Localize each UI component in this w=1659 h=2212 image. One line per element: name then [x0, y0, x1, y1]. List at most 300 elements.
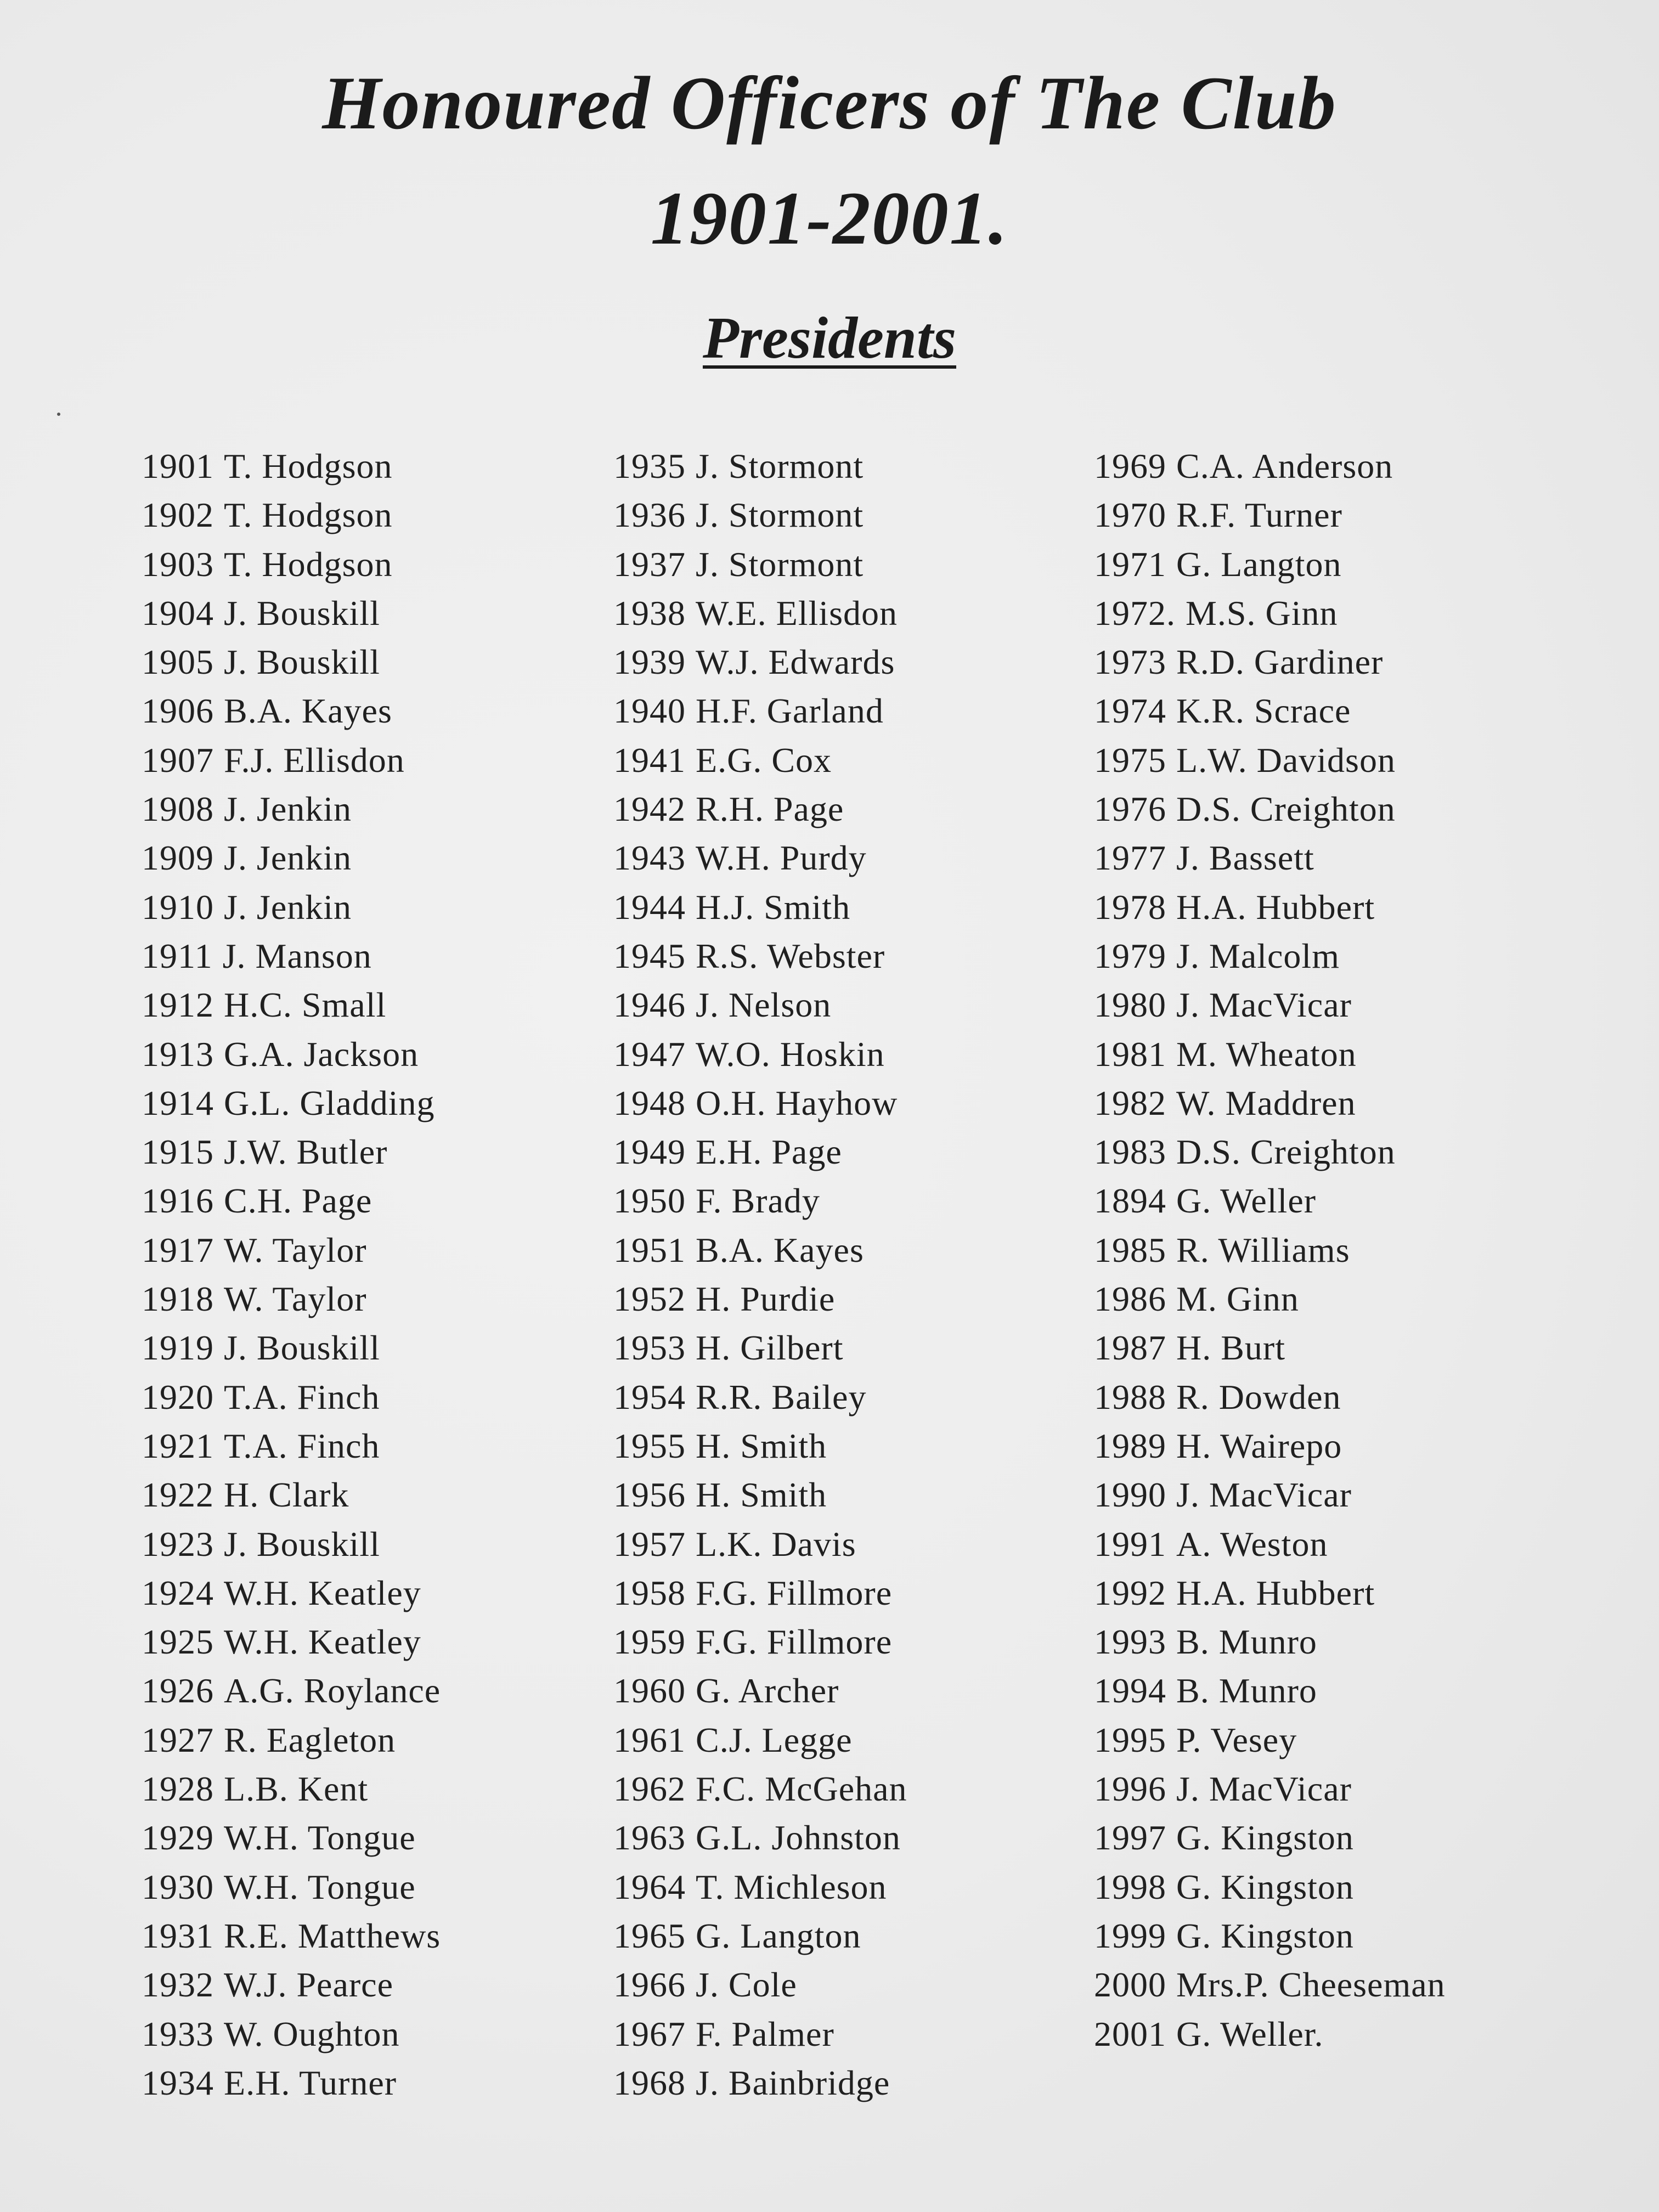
president-name: J. Stormont [696, 447, 864, 486]
president-year: 1947 [613, 1034, 686, 1074]
president-name: C.A. Anderson [1176, 447, 1393, 486]
president-name: J. Stormont [696, 544, 864, 584]
president-name: G.L. Gladding [224, 1083, 435, 1122]
president-year: 1992 [1094, 1573, 1166, 1612]
president-entry [1094, 932, 1446, 980]
president-entry [613, 1127, 907, 1176]
president-year: 1929 [142, 1818, 214, 1858]
president-entry [613, 1960, 907, 2009]
president-name: Mrs.P. Cheeseman [1176, 1965, 1446, 2005]
president-name: F.G. Fillmore [696, 1622, 893, 1662]
president-entry [613, 1813, 907, 1862]
president-name: J. Bouskill [224, 1524, 380, 1564]
section-heading-presidents: Presidents [702, 306, 956, 371]
president-year: 1950 [613, 1181, 686, 1221]
president-entry [142, 1079, 441, 1127]
president-year: 1934 [142, 2063, 214, 2102]
president-name: W.H. Purdy [696, 838, 867, 878]
president-entry [613, 490, 907, 539]
president-year: 1910 [142, 887, 214, 927]
president-year: 1987 [1094, 1328, 1166, 1368]
president-entry [142, 1274, 441, 1323]
president-year: 1971 [1094, 544, 1166, 584]
president-entry [1094, 540, 1446, 589]
president-entry [1094, 1323, 1446, 1372]
president-year: 1957 [613, 1524, 686, 1564]
president-entry [613, 1666, 907, 1715]
president-entry [142, 1421, 441, 1470]
president-year: 1911 [142, 936, 213, 975]
president-year: 1966 [613, 1965, 686, 2005]
president-name: E.H. Turner [224, 2063, 397, 2102]
president-name: A. Weston [1176, 1524, 1328, 1564]
president-year: 1914 [142, 1083, 214, 1122]
president-name: G. Langton [1176, 544, 1342, 584]
president-name: J. Nelson [696, 985, 832, 1025]
page-title: Honoured Officers of The Club [322, 61, 1337, 145]
president-entry [1094, 1127, 1446, 1176]
president-name: R. Dowden [1176, 1377, 1341, 1417]
president-entry [142, 1030, 441, 1079]
president-name: F.C. McGehan [696, 1769, 907, 1809]
president-year: 1994 [1094, 1671, 1166, 1711]
president-name: J. Cole [696, 1965, 797, 2005]
president-year: 1958 [613, 1573, 686, 1612]
president-year: 1989 [1094, 1426, 1166, 1465]
president-year: 1946 [613, 985, 686, 1025]
president-entry [1094, 589, 1446, 637]
president-year: 1991 [1094, 1524, 1166, 1564]
president-entry [142, 1470, 441, 1519]
president-name: L.K. Davis [696, 1524, 856, 1564]
president-name: R.R. Bailey [696, 1377, 867, 1417]
president-name: H.A. Hubbert [1176, 887, 1375, 927]
president-entry [142, 1960, 441, 2009]
president-name: T. Hodgson [224, 544, 393, 584]
president-name: H. Smith [696, 1475, 827, 1515]
president-year: 1999 [1094, 1916, 1166, 1955]
president-entry [142, 1323, 441, 1372]
president-entry [1094, 1764, 1446, 1813]
president-name: G.L. Johnston [696, 1818, 901, 1858]
president-year: 1920 [142, 1377, 214, 1417]
president-entry [613, 1568, 907, 1617]
president-entry [1094, 1716, 1446, 1764]
president-year: 1927 [142, 1720, 214, 1759]
president-name: G. Langton [696, 1916, 861, 1955]
president-entry [613, 1764, 907, 1813]
president-entry [613, 2010, 907, 2058]
president-entry [613, 442, 907, 490]
president-year: 1953 [613, 1328, 686, 1368]
president-year: 1956 [613, 1475, 686, 1515]
president-year: 1972. [1094, 593, 1176, 633]
president-name: B. Munro [1176, 1622, 1317, 1662]
president-entry [142, 980, 441, 1029]
president-year: 1926 [142, 1671, 214, 1711]
president-year: 1975 [1094, 740, 1166, 780]
president-name: R.E. Matthews [224, 1916, 441, 1955]
president-name: H. Wairepo [1176, 1426, 1342, 1465]
president-name: M.S. Ginn [1186, 593, 1338, 633]
president-entry [142, 1520, 441, 1568]
president-entry [613, 540, 907, 589]
president-year: 1906 [142, 691, 214, 731]
presidents-column-2 [613, 442, 907, 2107]
president-entry [613, 1470, 907, 1519]
president-entry [613, 833, 907, 882]
president-name: J. Jenkin [224, 789, 352, 829]
president-year: 1908 [142, 789, 214, 829]
president-name: H.C. Small [224, 985, 387, 1025]
president-year: 1954 [613, 1377, 686, 1417]
president-year: 1938 [613, 593, 686, 633]
president-entry [1094, 442, 1446, 490]
president-name: C.J. Legge [696, 1720, 853, 1759]
president-entry [142, 1666, 441, 1715]
president-entry [1094, 1421, 1446, 1470]
president-year: 1976 [1094, 789, 1166, 829]
president-name: B. Munro [1176, 1671, 1317, 1711]
president-year: 1990 [1094, 1475, 1166, 1515]
president-year: 1905 [142, 642, 214, 682]
president-entry [1094, 1813, 1446, 1862]
paper-speck [57, 413, 60, 416]
president-name: T. Hodgson [224, 495, 393, 535]
president-year: 1928 [142, 1769, 214, 1809]
president-entry [613, 1323, 907, 1372]
president-entry [142, 736, 441, 785]
president-year: 1968 [613, 2063, 686, 2102]
president-name: T. Hodgson [224, 447, 393, 486]
president-name: M. Wheaton [1176, 1034, 1357, 1074]
president-entry [613, 980, 907, 1029]
president-name: T.A. Finch [224, 1426, 380, 1465]
president-year: 1909 [142, 838, 214, 878]
president-entry [613, 1373, 907, 1421]
president-name: J. MacVicar [1176, 1475, 1352, 1515]
president-name: G. Weller. [1176, 2014, 1324, 2053]
president-entry [142, 1911, 441, 1960]
president-year: 1959 [613, 1622, 686, 1662]
president-entry [142, 1127, 441, 1176]
president-name: R.F. Turner [1176, 495, 1342, 535]
president-name: B.A. Kayes [224, 691, 392, 731]
president-entry [1094, 637, 1446, 686]
president-year: 1995 [1094, 1720, 1166, 1759]
president-entry [142, 883, 441, 932]
president-year: 1930 [142, 1867, 214, 1906]
president-entry [1094, 833, 1446, 882]
president-year: 1944 [613, 887, 686, 927]
president-year: 1988 [1094, 1377, 1166, 1417]
president-name: W.E. Ellisdon [696, 593, 898, 633]
president-entry [1094, 883, 1446, 932]
president-year: 1948 [613, 1083, 686, 1122]
president-entry [613, 1617, 907, 1666]
president-year: 1932 [142, 1965, 214, 2005]
president-entry [142, 1813, 441, 1862]
president-name: H. Smith [696, 1426, 827, 1465]
president-name: G. Archer [696, 1671, 839, 1711]
president-name: J.W. Butler [224, 1132, 388, 1172]
presidents-column-1 [142, 442, 441, 2107]
president-name: F.G. Fillmore [696, 1573, 893, 1612]
president-year: 1998 [1094, 1867, 1166, 1906]
president-year: 1901 [142, 447, 214, 486]
president-entry [142, 1764, 441, 1813]
president-year: 1997 [1094, 1818, 1166, 1858]
president-name: H. Clark [224, 1475, 349, 1515]
president-entry [1094, 785, 1446, 833]
president-year: 1973 [1094, 642, 1166, 682]
president-year: 1964 [613, 1867, 686, 1906]
president-entry [1094, 490, 1446, 539]
president-entry [1094, 1470, 1446, 1519]
president-entry [613, 589, 907, 637]
president-year: 1943 [613, 838, 686, 878]
president-entry [613, 1520, 907, 1568]
president-entry [142, 2010, 441, 2058]
president-name: A.G. Roylance [224, 1671, 441, 1711]
president-entry [1094, 1226, 1446, 1274]
president-entry [1094, 1520, 1446, 1568]
president-year: 1940 [613, 691, 686, 731]
president-year: 1939 [613, 642, 686, 682]
president-year: 1931 [142, 1916, 214, 1955]
president-year: 1924 [142, 1573, 214, 1612]
president-entry [142, 540, 441, 589]
president-entry [142, 833, 441, 882]
president-entry [613, 1421, 907, 1470]
president-entry [613, 1716, 907, 1764]
president-name: J. Bouskill [224, 1328, 380, 1368]
president-name: J. MacVicar [1176, 1769, 1352, 1809]
president-year: 2001 [1094, 2014, 1166, 2053]
president-name: J. Bassett [1176, 838, 1314, 878]
president-name: E.H. Page [696, 1132, 842, 1172]
president-year: 1996 [1094, 1769, 1166, 1809]
president-entry [613, 1274, 907, 1323]
president-name: K.R. Scrace [1176, 691, 1351, 731]
president-year: 1974 [1094, 691, 1166, 731]
president-year: 1904 [142, 593, 214, 633]
president-year: 1963 [613, 1818, 686, 1858]
president-name: W. Maddren [1176, 1083, 1356, 1122]
president-entry [613, 2058, 907, 2107]
president-name: R. Eagleton [224, 1720, 396, 1759]
president-entry [613, 1911, 907, 1960]
president-year: 1960 [613, 1671, 686, 1711]
president-entry [142, 1176, 441, 1225]
president-entry [142, 589, 441, 637]
president-name: M. Ginn [1176, 1279, 1299, 1319]
president-year: 1912 [142, 985, 214, 1025]
president-name: D.S. Creighton [1176, 789, 1396, 829]
president-name: J. MacVicar [1176, 985, 1352, 1025]
president-year: 1983 [1094, 1132, 1166, 1172]
president-name: L.W. Davidson [1176, 740, 1396, 780]
president-year: 1955 [613, 1426, 686, 1465]
president-name: B.A. Kayes [696, 1230, 864, 1269]
president-year: 1965 [613, 1916, 686, 1955]
president-entry [613, 883, 907, 932]
president-name: H. Burt [1176, 1328, 1285, 1368]
president-year: 1951 [613, 1230, 686, 1269]
president-year: 1922 [142, 1475, 214, 1515]
president-year: 1949 [613, 1132, 686, 1172]
president-name: J. Bouskill [224, 593, 380, 633]
president-name: W. Taylor [224, 1230, 367, 1269]
president-entry [613, 1226, 907, 1274]
president-year: 1935 [613, 447, 686, 486]
president-year: 1916 [142, 1181, 214, 1221]
president-entry [1094, 736, 1446, 785]
president-year: 1937 [613, 544, 686, 584]
president-name: H.F. Garland [696, 691, 884, 731]
president-name: W.H. Tongue [224, 1818, 416, 1858]
president-year: 1933 [142, 2014, 214, 2053]
president-name: G.A. Jackson [224, 1034, 419, 1074]
president-entry [1094, 1079, 1446, 1127]
president-year: 2000 [1094, 1965, 1166, 2005]
president-entry [613, 686, 907, 735]
president-year: 1978 [1094, 887, 1166, 927]
president-year: 1919 [142, 1328, 214, 1368]
president-name: H. Purdie [696, 1279, 836, 1319]
president-name: W.J. Edwards [696, 642, 895, 682]
president-entry [613, 736, 907, 785]
president-name: H.J. Smith [696, 887, 851, 927]
president-year: 1918 [142, 1279, 214, 1319]
president-name: J. Jenkin [224, 887, 352, 927]
president-year: 1993 [1094, 1622, 1166, 1662]
president-name: J. Bainbridge [696, 2063, 890, 2102]
president-entry [613, 932, 907, 980]
president-entry [142, 1226, 441, 1274]
president-name: F. Palmer [696, 2014, 834, 2053]
president-name: J. Stormont [696, 495, 864, 535]
president-name: W.H. Keatley [224, 1573, 421, 1612]
page-title-years: 1901-2001. [650, 176, 1009, 260]
president-name: J. Bouskill [224, 642, 380, 682]
president-year: 1982 [1094, 1083, 1166, 1122]
president-entry [1094, 1911, 1446, 1960]
president-entry [142, 785, 441, 833]
president-entry [142, 1373, 441, 1421]
president-name: J. Manson [222, 936, 372, 975]
president-year: 1921 [142, 1426, 214, 1465]
president-year: 1977 [1094, 838, 1166, 878]
president-name: P. Vesey [1176, 1720, 1297, 1759]
president-name: F.J. Ellisdon [224, 740, 405, 780]
president-entry [142, 1568, 441, 1617]
president-entry [142, 490, 441, 539]
president-entry [142, 1716, 441, 1764]
president-name: R.S. Webster [696, 936, 885, 975]
president-year: 1979 [1094, 936, 1166, 975]
president-name: O.H. Hayhow [696, 1083, 898, 1122]
president-entry [1094, 1568, 1446, 1617]
president-entry [613, 1176, 907, 1225]
president-entry [1094, 1666, 1446, 1715]
president-name: G. Kingston [1176, 1916, 1354, 1955]
president-name: D.S. Creighton [1176, 1132, 1396, 1172]
president-year: 1967 [613, 2014, 686, 2053]
president-name: G. Weller [1176, 1181, 1317, 1221]
presidents-column-3 [1094, 442, 1446, 2058]
president-entry [1094, 1176, 1446, 1225]
president-entry [613, 637, 907, 686]
president-name: H. Gilbert [696, 1328, 844, 1368]
president-year: 1907 [142, 740, 214, 780]
president-year: 1969 [1094, 447, 1166, 486]
president-year: 1913 [142, 1034, 214, 1074]
president-entry [142, 1617, 441, 1666]
president-name: R. Williams [1176, 1230, 1350, 1269]
president-entry [142, 442, 441, 490]
president-name: T. Michleson [696, 1867, 887, 1906]
president-entry [142, 686, 441, 735]
president-name: J. Malcolm [1176, 936, 1340, 975]
president-year: 1925 [142, 1622, 214, 1662]
president-entry [142, 932, 441, 980]
president-entry [1094, 1863, 1446, 1911]
president-entry [142, 637, 441, 686]
president-year: 1941 [613, 740, 686, 780]
president-year: 1952 [613, 1279, 686, 1319]
president-entry [142, 1863, 441, 1911]
president-entry [1094, 686, 1446, 735]
president-name: L.B. Kent [224, 1769, 369, 1809]
president-name: G. Kingston [1176, 1867, 1354, 1906]
president-year: 1917 [142, 1230, 214, 1269]
president-entry [1094, 1960, 1446, 2009]
president-name: R.H. Page [696, 789, 844, 829]
president-year: 1945 [613, 936, 686, 975]
president-entry [142, 2058, 441, 2107]
president-year: 1942 [613, 789, 686, 829]
president-name: W. Oughton [224, 2014, 400, 2053]
president-name: W.J. Pearce [224, 1965, 393, 2005]
president-year: 1986 [1094, 1279, 1166, 1319]
president-name: E.G. Cox [696, 740, 832, 780]
president-year: 1962 [613, 1769, 686, 1809]
president-name: F. Brady [696, 1181, 820, 1221]
president-year: 1961 [613, 1720, 686, 1759]
president-year: 1985 [1094, 1230, 1166, 1269]
president-year: 1981 [1094, 1034, 1166, 1074]
president-entry [1094, 1030, 1446, 1079]
president-year: 1902 [142, 495, 214, 535]
president-name: W.O. Hoskin [696, 1034, 885, 1074]
president-entry [1094, 1274, 1446, 1323]
president-name: J. Jenkin [224, 838, 352, 878]
president-entry [1094, 980, 1446, 1029]
president-year: 1970 [1094, 495, 1166, 535]
president-name: R.D. Gardiner [1176, 642, 1384, 682]
president-entry [613, 1030, 907, 1079]
president-name: C.H. Page [224, 1181, 373, 1221]
president-name: W. Taylor [224, 1279, 367, 1319]
president-year: 1980 [1094, 985, 1166, 1025]
president-entry [1094, 2010, 1446, 2058]
president-entry [613, 1863, 907, 1911]
president-year: 1915 [142, 1132, 214, 1172]
president-entry [613, 1079, 907, 1127]
president-entry [1094, 1373, 1446, 1421]
president-name: G. Kingston [1176, 1818, 1354, 1858]
